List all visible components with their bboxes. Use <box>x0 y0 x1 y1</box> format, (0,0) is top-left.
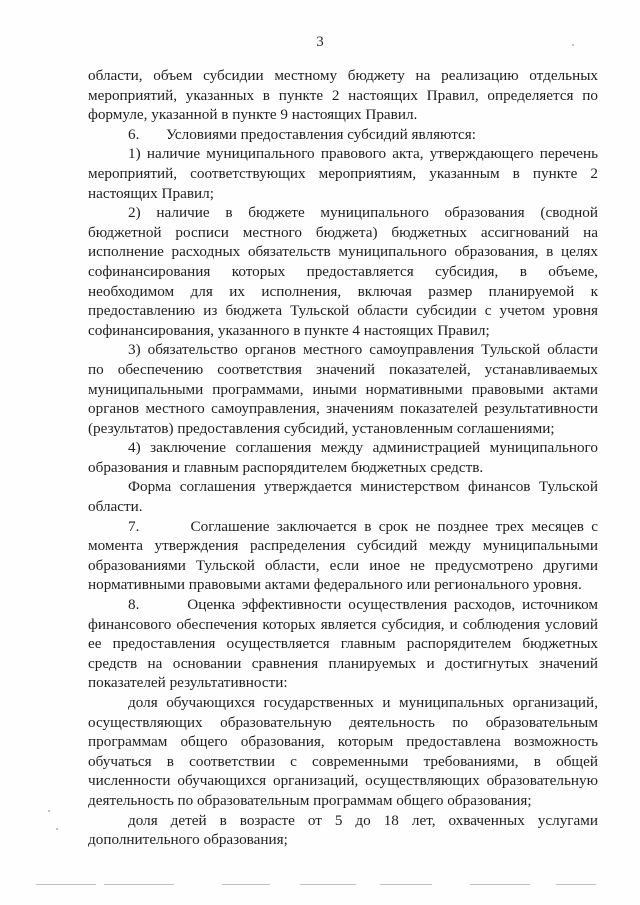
indicator-1: доля обучающихся государственных и муниципальных организаций, осуществляющих образовательную деятельность по образовательным программам общего образования, которым предоставлена возможность обучаться в соответствии с современными требованиями, в общей численности обучающихся организаций, осуществляющих образовательную деятельность по образовательным программам общего образования; <box>88 694 598 809</box>
clause-6-condition-2: 2) наличие в бюджете муниципального образования (сводной бюджетной росписи местного бюджета) бюджетных ассигнований на исполнение расходных обязательств муниципального образования, в целях софинансирования которых предоставляется субсидия, в объеме, необходимом для их исполнения, включая размер планируемой к предоставлению из бюджета Тульской области субсидии с учетом уровня софинансирования, указанного в пункте 4 настоящих Правил; <box>88 204 598 339</box>
scan-artifact-dot <box>572 44 574 46</box>
clause-6-condition-4: 4) заключение соглашения между администрацией муниципального образования и главным распорядителем бюджетных средств. <box>88 439 598 476</box>
clause-8: 8. Оценка эффективности осуществления расходов, источником финансового обеспечения которых является субсидия, и соблюдения условий ее предоставления осуществляется главным распорядителем бюджетных средств на основании сравнения планируемых и достигнутых значений показателей результативности: <box>88 596 598 692</box>
scan-artifact-line <box>556 884 596 885</box>
scan-artifact-line <box>380 884 432 885</box>
clause-7: 7. Соглашение заключается в срок не позднее трех месяцев с момента утверждения распределения субсидий между муниципальными образованиями Тульской области, если иное не предусмотрено другими нормативными правовыми актами федерального или регионального уровня. <box>88 517 598 594</box>
scan-artifact-line <box>222 884 270 885</box>
scan-artifact-dot <box>48 810 50 812</box>
document-body <box>88 66 598 850</box>
clause-6-condition-1: 1) наличие муниципального правового акта, утверждающего перечень мероприятий, соответствующих мероприятиям, указанным в пункте 2 настоящих Правил; <box>88 145 598 202</box>
agreement-form-note: Форма соглашения утверждается министерством финансов Тульской области. <box>88 478 598 516</box>
scan-artifact-line <box>36 884 96 885</box>
clause-6: 6. Условиями предоставления субсидий являются: <box>128 125 476 143</box>
clause-6-condition-3: 3) обязательство органов местного самоуправления Тульской области по обеспечению соответствия значений показателей, устанавливаемых муниципальными программами, иными нормативными правовыми актами органов местного самоуправления, значениям показателей результативности (результатов) предоставления субсидий, установленным соглашениями; <box>88 341 598 437</box>
scan-artifact-line <box>470 884 530 885</box>
indicator-2: доля детей в возрасте от 5 до 18 лет, охваченных услугами дополнительного образования; <box>88 811 598 849</box>
scan-artifact-line <box>104 884 174 885</box>
paragraph-continuation: области, объем субсидии местному бюджету на реализацию отдельных мероприятий, указанных в пункте 2 настоящих Правил, определяется по формуле, указанной в пункте 9 настоящих Правил. <box>88 67 598 124</box>
scan-artifact-line <box>300 884 356 885</box>
scan-artifact-dot <box>56 828 58 830</box>
page-number: 3 <box>316 34 324 50</box>
